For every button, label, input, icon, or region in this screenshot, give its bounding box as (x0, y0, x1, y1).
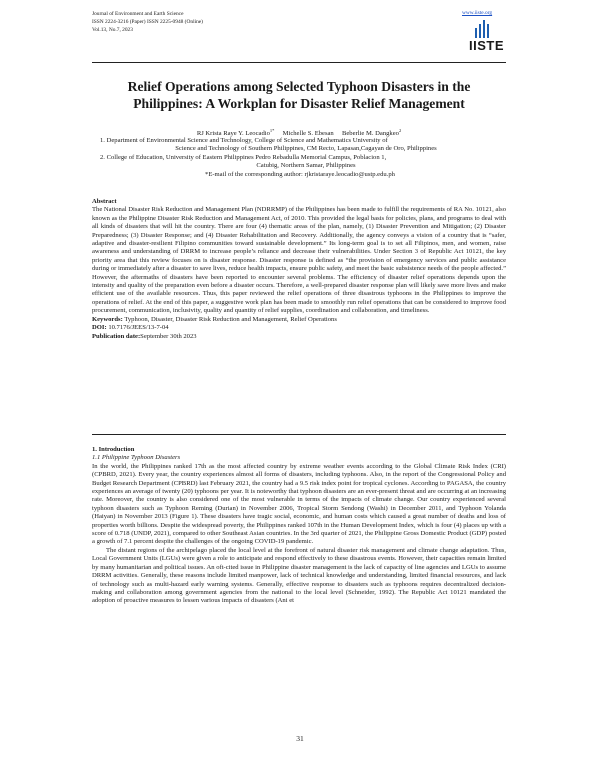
journal-logo (466, 20, 506, 60)
doi-label: DOI: (92, 324, 107, 332)
journal-header (92, 10, 422, 35)
corresponding-email: *E-mail of the corresponding author: rjkristaraye.leocadio@ustp.edu.ph (205, 170, 395, 178)
affiliation-2-line2: Catubig, Northern Samar, Philippines (256, 162, 356, 170)
affiliation-1-line1: 1. Department of Environmental Science and Technology, College of Science and Mathematics University of (100, 137, 388, 144)
author-1: RJ Krista Raye Y. Leocadio (196, 130, 270, 138)
author-2: Michelle S. Ebesan (282, 130, 334, 138)
affiliations (100, 137, 500, 179)
journal-volume: Vol.13, No.7, 2023 (92, 27, 133, 34)
page-number: 31 (296, 734, 304, 743)
abstract-section (92, 198, 506, 341)
logo-bars (475, 20, 489, 38)
doi-line (92, 324, 506, 332)
intro-heading: 1. Introduction (92, 446, 135, 453)
keywords-line (92, 316, 506, 324)
doi-value[interactable]: 10.7176/JEES/13-7-04 (108, 324, 169, 332)
author-3: Beberlie M. Dangkeo (341, 130, 399, 138)
intro-paragraph-2: The distant regions of the archipelago placed the local level at the forefront of natural disaster risk management and climate change adaptation. Thus, Local Government Units (LGUs) were given a role to anticipate and respond effectively to these disastrous events. However, their capacities remain limited by many humanitarian and political issues. An oft-cited issue in Philippine disaster management is the lack of capacity of line agencies and LGUs to assume DRRM activities. Generally, these reasons include limited manpower, lack of technical knowledge and understanding, limited financial resources, and lack of technology such as multi-hazard early warning systems. Generally, effective response to disasters such as typhoons requires decentralized decision-making and collaboration among government agencies from the national to the local level (Schneider, 1992). The Republic Act 10121 mandated the adoption of proactive measures to lessen various impacts of disasters (Ani et (92, 546, 506, 605)
affiliation-1 (100, 137, 500, 154)
affiliation-2-line1: 2. College of Education, University of Eastern Philippines Pedro Rebadulla Memorial Campus, Poblacion 1, (100, 153, 387, 161)
paper-title: Relief Operations among Selected Typhoon Disasters in the Philippines: A Workplan for Disaster Relief Management (127, 79, 471, 111)
abstract-text: The National Disaster Risk Reduction and Management Plan (NDRRMP) of the Philippines has been made to fulfill the requirements of RA No. 10121, also known as the Philippine Disaster Risk Reduction and Management Act, of 2010. This provided the legal basis for policies, plans, and programs to deal with all kinds of disasters that will hit the country. There are four (4) thematic areas of the plan, namely, (1) Disaster Prevention and Mitigation; (2) Disaster Preparedness; (3) Disaster Response; and (4) Disaster Rehabilitation and Recovery. Additionally, the agency conveys a vision of a country that is “safer, adaptive and disaster-resilient Filipino communities toward sustainable development.” Its long-term goal is to set all Filipinos, men, and women, raise awareness and understanding of DRRM to increase people’s reliance and decrease their vulnerabilities. Under Section 3 of Republic Act 10121, the key priority area that this review focuses on is disaster response. Disaster response is defined as “the provision of emergency services and public assistance during or immediately after a disaster to save lives, reduce health impacts, ensure public safety, and meet the basic subsistence needs of the people affected.” However, the aftermaths of disasters have been reported to encounter several problems. The efficiency of disaster relief operations depends upon the intensity and quality of the preparation even before a disaster occurs. Therefore, a well-prepared disaster response plan will likely save more lives and make efficient use of the available resources. Thus, this paper reviewed the relief operations of three disastrous typhoons in the Philippines to improve the operations of relief. At the end of this paper, a suggestive work plan has been made to smoothly run relief operations that can be considered to improve food procurement, communication, inclusivity, quality and quantity of relief supplies, coordination and collaboration, and timeliness. (92, 206, 506, 315)
pubdate-label: Publication date: (92, 332, 141, 340)
keywords-label: Keywords: (92, 315, 123, 323)
logo-text: IISTE (469, 38, 505, 53)
keywords-value: Typhoon, Disaster, Disaster Risk Reduction and Management, Relief Operations (124, 315, 337, 323)
pubdate-value: September 30th 2023 (140, 332, 197, 340)
header-divider (92, 62, 506, 63)
pubdate-line (92, 333, 506, 341)
introduction-section (92, 446, 506, 606)
intro-paragraph-1: In the world, the Philippines ranked 17th as the most affected country by extreme weather events according to the Global Climate Risk Index (CRI) (CPBRD, 2021). Every year, the country experiences almost all forms of disasters, including typhoons. Also, in the report of the Congressional Policy and Budget Research Department (CPBRD) last February 2021, the country had a 9.5 risk index point for tropical cyclones. According to PAGASA, the country experiences an average of twenty (20) typhoons per year. It is noteworthy that typhoon disasters are an ever-present threat and are occurring at an increasing rate. Moreover, the country is also considered one of the most vulnerable in terms of the impacts of climate change. Our country experienced several typhoon disasters such as Typhoon Reming (Durian) in November 2006, Tropical Storm Sendong (Washi) in December 2011, and Typhoon Yolanda (Haiyan) in November 2013 (Figure 1). These disasters have tragic social, economic, and human costs which caused a great number of deaths and loss of properties worth billions. Despite the widespread poverty, the Philippines ranked 107th in the Human Development Index, which is four (4) places up with a score of 0.718 (UNDP, 2021), compared to other Southeast Asian countries. In the 3rd quarter of 2021, the Philippine Gross Domestic Product (GDP) posted a growth of 7.1 percent despite the challenges of the ongoing COVID-19 pandemic. (92, 462, 506, 546)
journal-name: Journal of Environment and Earth Science (92, 11, 184, 17)
author-3-mark: 2 (398, 128, 402, 133)
intro-subheading: 1.1 Philippine Typhoon Disasters (92, 454, 181, 462)
affiliation-1-line2: Science and Technology of Southern Philippines, CM Recto, Lapasan,Cagayan de Oro, Philippines (175, 145, 437, 153)
affiliation-2 (100, 154, 500, 171)
abstract-heading: Abstract (92, 198, 117, 205)
journal-site-link[interactable]: www.iiste.org (462, 10, 493, 16)
author-1-mark: 1* (269, 128, 275, 133)
journal-issn: ISSN 2224-3216 (Paper) ISSN 2225-0948 (Online) (92, 19, 203, 26)
abstract-divider (92, 434, 506, 435)
